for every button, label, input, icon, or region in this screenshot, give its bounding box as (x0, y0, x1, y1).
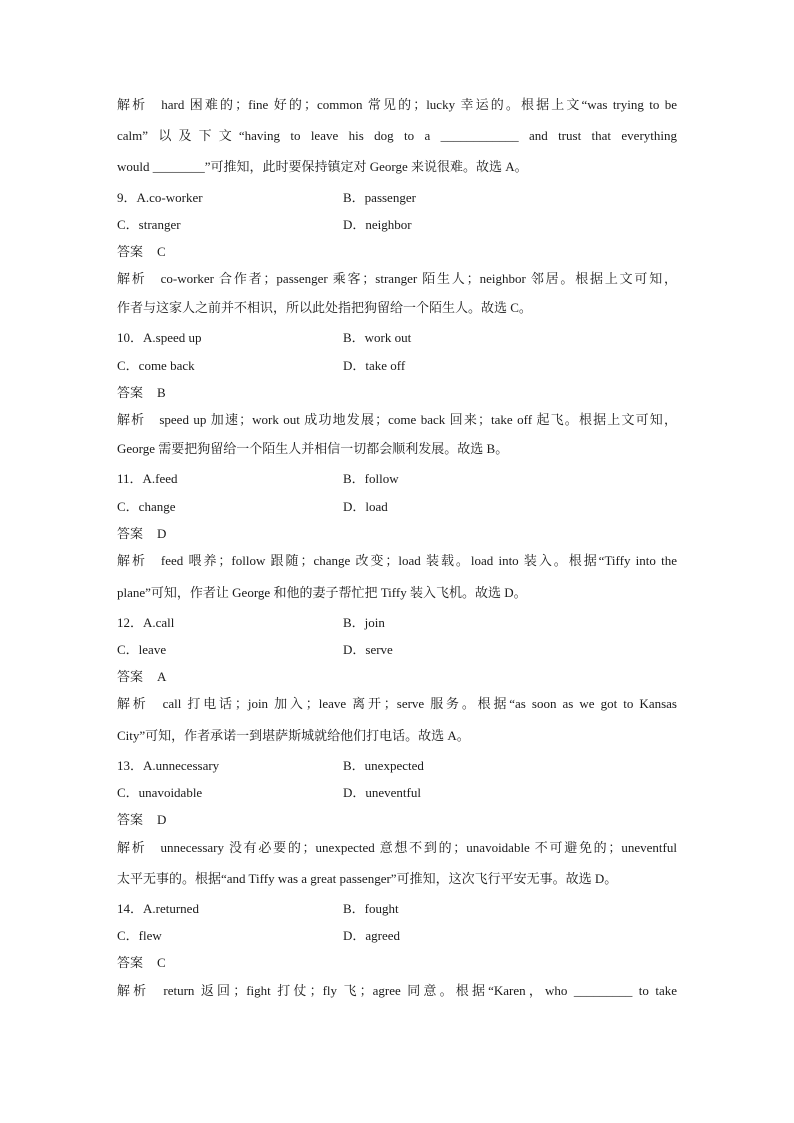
q10-option-d: D．take off (343, 358, 406, 373)
q13-option-d: D．uneventful (343, 785, 421, 800)
q12-option-c: C．leave (117, 642, 167, 657)
q8-explain-line1: 解析 hard 困难的；fine 好的；common 常见的；lucky 幸运的。根据上文“was trying to be (117, 97, 677, 112)
q13-explain-line1: 解析 unnecessary 没有必要的；unexpected 意想不到的；unavoidable 不可避免的；uneventful (117, 840, 677, 855)
q10-explain-line1: 解析 speed up 加速；work out 成功地发展；come back 回来；take off 起飞。根据上文可知， (117, 412, 677, 427)
q11-option-b: B．follow (343, 471, 399, 486)
q10-option-a: 10．A.speed up (117, 330, 202, 345)
q10-option-c: C．come back (117, 358, 195, 373)
q12-answer: 答案 A (117, 669, 167, 684)
q11-explain-line1: 解析 feed 喂养；follow 跟随；change 改变；load 装载。load into 装入。根据“Tiffy into the (117, 553, 677, 568)
q12-option-a: 12．A.call (117, 615, 175, 630)
q10-answer: 答案 B (117, 385, 166, 400)
q11-option-a: 11．A.feed (117, 471, 178, 486)
q13-option-a: 13．A.unnecessary (117, 758, 220, 773)
q12-explain-line1: 解析 call 打电话；join 加入；leave 离开；serve 服务。根据“as soon as we got to Kansas (117, 696, 677, 711)
q12-explain-line2: City”可知，作者承诺一到堪萨斯城就给他们打电话。故选 A。 (117, 728, 470, 743)
q9-option-a: 9．A.co-worker (117, 190, 203, 205)
q9-explain-line1: 解析 co-worker 合作者；passenger 乘客；stranger 陌生人；neighbor 邻居。根据上文可知， (117, 271, 677, 286)
q8-explain-line2: calm” 以及下文“having to leave his dog to a ____________ and trust that everything (117, 128, 677, 143)
q11-answer: 答案 D (117, 526, 167, 541)
q13-answer: 答案 D (117, 812, 167, 827)
q9-option-b: B．passenger (343, 190, 416, 205)
q11-explain-line2: plane”可知，作者让 George 和他的妻子帮忙把 Tiffy 装入飞机。故选 D。 (117, 585, 527, 600)
q11-option-d: D．load (343, 499, 388, 514)
q14-option-c: C．flew (117, 928, 162, 943)
q9-option-c: C．stranger (117, 217, 181, 232)
q13-explain-line2: 太平无事的。根据“and Tiffy was a great passenger”可推知，这次飞行平安无事。故选 D。 (117, 871, 618, 886)
q14-answer: 答案 C (117, 955, 166, 970)
q14-option-b: B．fought (343, 901, 399, 916)
q9-option-d: D．neighbor (343, 217, 412, 232)
q13-option-b: B．unexpected (343, 758, 424, 773)
q12-option-d: D．serve (343, 642, 393, 657)
q14-option-d: D．agreed (343, 928, 401, 943)
q12-option-b: B．join (343, 615, 385, 630)
q14-option-a: 14．A.returned (117, 901, 199, 916)
q9-answer: 答案 C (117, 244, 166, 259)
q11-option-c: C．change (117, 499, 176, 514)
q10-option-b: B．work out (343, 330, 412, 345)
q10-explain-line2: George 需要把狗留给一个陌生人并相信一切都会顺利发展。故选 B。 (117, 441, 509, 456)
q8-explain-line3: would ________”可推知，此时要保持镇定对 George 来说很难。故选 A。 (117, 159, 528, 174)
q13-option-c: C．unavoidable (117, 785, 203, 800)
q9-explain-line2: 作者与这家人之前并不相识，所以此处指把狗留给一个陌生人。故选 C。 (117, 300, 532, 315)
q14-explain-line1: 解析 return 返回；fight 打仗；fly 飞；agree 同意。根据“Karen，who _________ to take (117, 983, 677, 998)
